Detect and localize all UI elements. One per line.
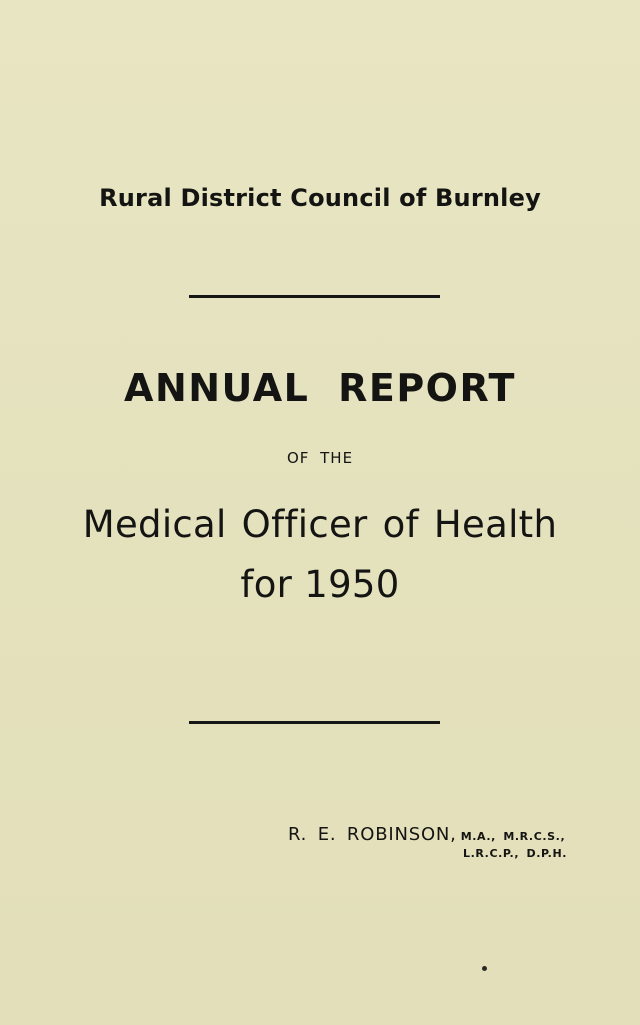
council-name: Rural District Council of Burnley	[99, 184, 541, 212]
author-name: R. E. ROBINSON,	[288, 824, 457, 845]
of-the-label: OF THE	[286, 449, 354, 467]
officer-title: Medical Officer of Health	[82, 503, 558, 546]
report-title: ANNUAL REPORT	[124, 366, 516, 410]
author-qualifications-line-2: L.R.C.P., D.P.H.	[463, 847, 568, 860]
bottom-divider-rule	[189, 721, 440, 724]
top-divider-rule	[189, 295, 440, 298]
paper-speck	[482, 966, 487, 971]
author-block	[288, 824, 565, 845]
author-qualifications-line-1: M.A., M.R.C.S.,	[460, 830, 566, 843]
report-year: for 1950	[240, 563, 400, 606]
